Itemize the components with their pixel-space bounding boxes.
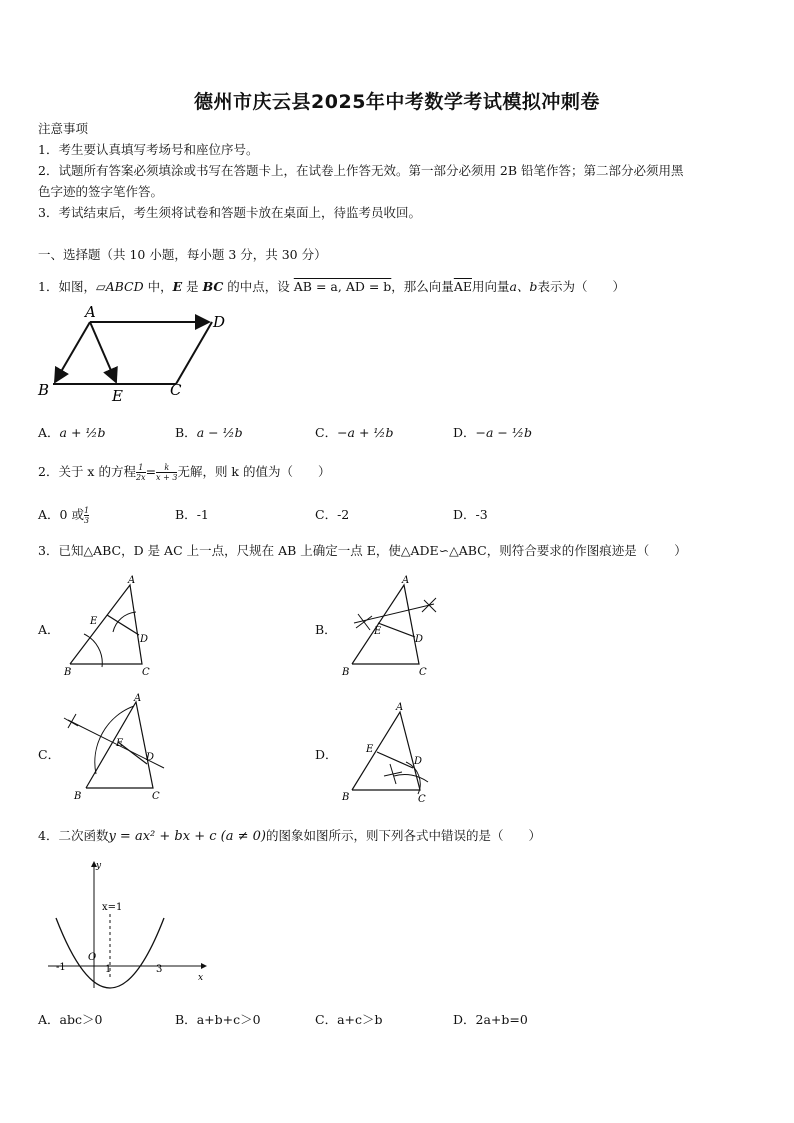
svg-text:C: C	[142, 667, 150, 678]
q1-stem: 1．如图，▱ABCD 中，E 是 BC 的中点，设 AB = a, AD = b，那么向量$\overline{AE}$用向量a、b表示为（ ）	[38, 279, 625, 294]
svg-text:A: A	[396, 702, 404, 713]
fraction-1: $\frac{1}{2x}$	[135, 463, 146, 482]
q1-option-a[interactable]: A．a + ½b	[38, 425, 106, 440]
svg-text:x=1: x=1	[102, 902, 123, 913]
svg-text:1: 1	[105, 964, 112, 975]
q1-option-d[interactable]: D．−a − ½b	[453, 425, 532, 440]
q4-option-a[interactable]: A．abc＞0	[38, 1012, 103, 1027]
q3-option-d[interactable]: D．	[315, 747, 338, 762]
label-a: A	[85, 303, 96, 321]
svg-text:E: E	[374, 626, 382, 637]
q3-option-c[interactable]: C．	[38, 747, 61, 762]
svg-text:B: B	[64, 667, 72, 678]
q1-option-b[interactable]: B．a − ½b	[175, 425, 243, 440]
q4-option-d[interactable]: D．2a+b=0	[453, 1012, 528, 1027]
parallelogram-symbol: ▱	[95, 279, 106, 294]
svg-text:A: A	[128, 575, 136, 586]
q3-figure-b	[336, 572, 446, 680]
svg-text:D: D	[146, 752, 155, 763]
note-item-2: 2．试题所有答案必须填涂或书写在答题卡上，在试卷上作答无效。第一部分必须用 2B 铅笔作答；第二部分必须用黑	[38, 163, 684, 178]
q2-stem: 2．关于 x 的方程 $\frac{1}{2x}$ = $\frac{k}{x + 3}$ 无解，则 k 的值为（ ）	[38, 463, 331, 482]
notes-heading: 注意事项	[38, 121, 89, 136]
svg-text:x: x	[198, 973, 204, 983]
q3-stem: 3．已知△ABC，D 是 AC 上一点，尺规在 AB 上确定一点 E，使△ADE∽△ABC，则符合要求的作图痕迹是（ ）	[38, 543, 687, 558]
q1-parallelogram-figure	[36, 303, 236, 403]
label-e: E	[112, 387, 123, 403]
label-c: C	[170, 381, 182, 399]
svg-text:A: A	[134, 693, 142, 704]
svg-text:C: C	[418, 794, 426, 805]
svg-text:B: B	[342, 792, 350, 803]
svg-text:E: E	[366, 744, 374, 755]
q3-option-b[interactable]: B．	[315, 622, 337, 637]
segment-cd	[176, 322, 212, 384]
q3-figure-d	[336, 700, 446, 806]
vector-ae	[90, 322, 116, 382]
svg-text:3: 3	[156, 964, 163, 975]
q2-option-a[interactable]: A．0 或 $\frac{1}{3}$	[38, 506, 90, 525]
svg-text:O: O	[88, 952, 97, 963]
q1-option-c[interactable]: C．−a + ½b	[315, 425, 394, 440]
q4-parabola-graph	[44, 856, 214, 996]
note-item-1: 1．考生要认真填写考场号和座位序号。	[38, 142, 259, 157]
fraction-2: $\frac{k}{x + 3}$	[156, 463, 178, 482]
q3-figure-a	[60, 572, 170, 680]
q4-option-b[interactable]: B．a+b+c＞0	[175, 1012, 261, 1027]
q3-figure-c	[60, 692, 170, 804]
section-heading: 一、选择题（共 10 小题，每小题 3 分，共 30 分）	[38, 247, 327, 262]
note-item-2-cont: 色字迹的签字笔作答。	[38, 184, 164, 199]
page-title: 德州市庆云县2025年中考数学考试模拟冲刺卷	[194, 91, 600, 113]
svg-text:D: D	[140, 634, 149, 645]
svg-text:A: A	[402, 575, 410, 586]
svg-text:B: B	[74, 791, 82, 802]
label-d: D	[213, 313, 226, 331]
label-b: B	[38, 381, 50, 399]
svg-text:B: B	[342, 667, 350, 678]
vector-ab	[55, 322, 90, 382]
q4-stem: 4．二次函数y = ax² + bx + c (a ≠ 0)的图象如图所示，则下列各式中错误的是（ ）	[38, 828, 541, 844]
svg-text:E: E	[116, 738, 124, 749]
q2-option-c[interactable]: C．-2	[315, 507, 350, 522]
svg-text:E: E	[90, 616, 98, 627]
svg-text:-1: -1	[56, 962, 66, 973]
svg-text:D: D	[415, 634, 424, 645]
q4-option-c[interactable]: C．a+c＞b	[315, 1012, 383, 1027]
svg-text:C: C	[419, 667, 427, 678]
svg-text:C: C	[152, 791, 160, 802]
q2-option-d[interactable]: D．-3	[453, 507, 488, 522]
svg-text:y: y	[96, 861, 102, 871]
note-item-3: 3．考试结束后，考生须将试卷和答题卡放在桌面上，待监考员收回。	[38, 205, 421, 220]
q3-option-a[interactable]: A．	[38, 622, 60, 637]
q2-option-b[interactable]: B．-1	[175, 507, 209, 522]
svg-text:D: D	[414, 756, 423, 767]
